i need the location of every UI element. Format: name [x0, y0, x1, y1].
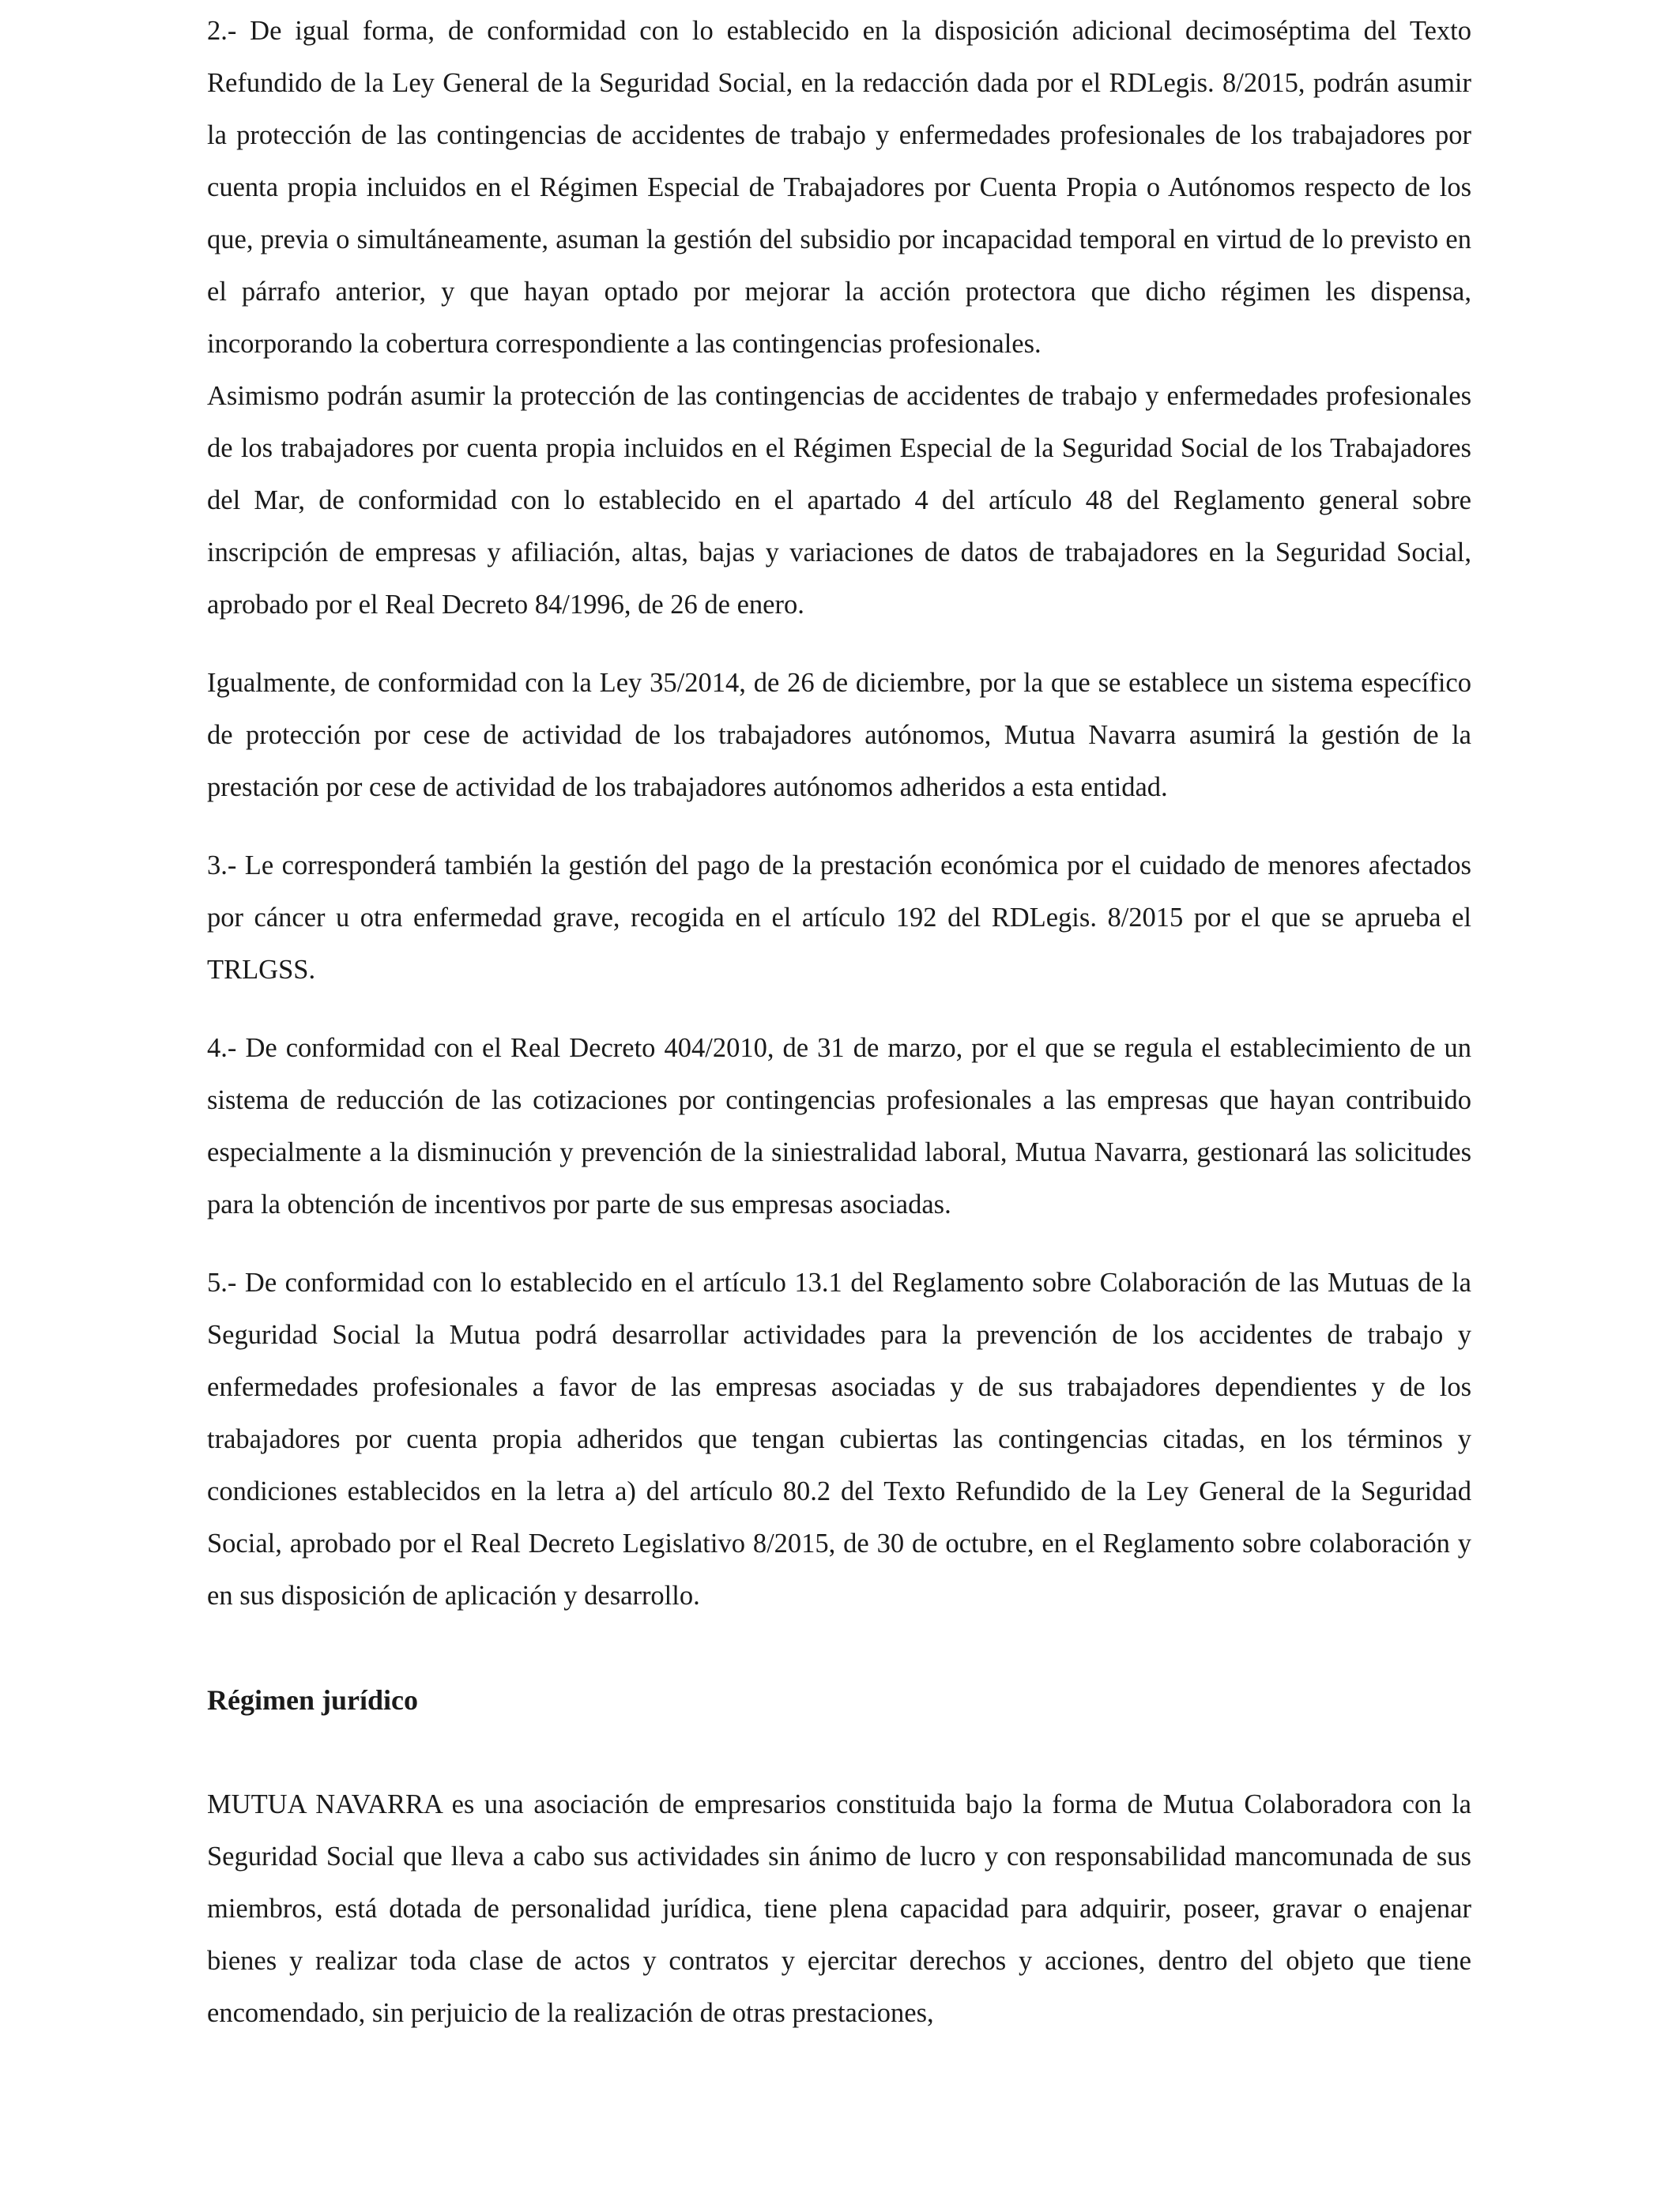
section-heading: Régimen jurídico: [207, 1684, 418, 1716]
paragraph-5: 5.- De conformidad con lo establecido en el artículo 13.1 del Reglamento sobre Colaboración de las Mutuas de la Seguridad Social la Mutua podrá desarrollar actividades para la prevención de los accidentes de trabajo y enfermedades profesionales a favor de las empresas asociadas y de sus trabajadores dependientes y de los trabajadores por cuenta propia adheridos que tengan cubiertas las contingencias citadas, en los términos y condiciones establecidos en la letra a) del artículo 80.2 del Texto Refundido de la Ley General de la Seguridad Social, aprobado por el Real Decreto Legislativo 8/2015, de 30 de octubre, en el Reglamento sobre colaboración y en sus disposición de aplicación y desarrollo.: [207, 1268, 1471, 1611]
paragraph-igualmente: Igualmente, de conformidad con la Ley 35/2014, de 26 de diciembre, por la que se establece un sistema específico de protección por cese de actividad de los trabajadores autónomos, Mutua Navarra asumirá la gestión de la prestación por cese de actividad de los trabajadores autónomos adheridos a esta entidad.: [207, 668, 1471, 802]
paragraph-3: 3.- Le corresponderá también la gestión del pago de la prestación económica por el cuidado de menores afectados por cáncer u otra enfermedad grave, recogida en el artículo 192 del RDLegis. 8/2015 por el que se aprueba el TRLGSS.: [207, 850, 1471, 985]
paragraph-regimen: MUTUA NAVARRA es una asociación de empresarios constituida bajo la forma de Mutua Colaboradora con la Seguridad Social que lleva a cabo sus actividades sin ánimo de lucro y con responsabilidad mancomunada de sus miembros, está dotada de personalidad jurídica, tiene plena capacidad para adquirir, poseer, gravar o enajenar bienes y realizar toda clase de actos y contratos y ejercitar derechos y acciones, dentro del objeto que tiene encomendado, sin perjuicio de la realización de otras prestaciones,: [207, 1789, 1471, 2028]
paragraph-2: 2.- De igual forma, de conformidad con lo establecido en la disposición adicional decimoséptima del Texto Refundido de la Ley General de la Seguridad Social, en la redacción dada por el RDLegis. 8/2015, podrán asumir la protección de las contingencias de accidentes de trabajo y enfermedades profesionales de los trabajadores por cuenta propia incluidos en el Régimen Especial de Trabajadores por Cuenta Propia o Autónomos respecto de los que, previa o simultáneamente, asuman la gestión del subsidio por incapacidad temporal en virtud de lo previsto en el párrafo anterior, y que hayan optado por mejorar la acción protectora que dicho régimen les dispensa, incorporando la cobertura correspondiente a las contingencias profesionales.: [207, 16, 1471, 359]
document-body: [207, 5, 1471, 2039]
paragraph-asimismo: Asimismo podrán asumir la protección de las contingencias de accidentes de trabajo y enfermedades profesionales de los trabajadores por cuenta propia incluidos en el Régimen Especial de la Seguridad Social de los Trabajadores del Mar, de conformidad con lo establecido en el apartado 4 del artículo 48 del Reglamento general sobre inscripción de empresas y afiliación, altas, bajas y variaciones de datos de trabajadores en la Seguridad Social, aprobado por el Real Decreto 84/1996, de 26 de enero.: [207, 381, 1471, 620]
paragraph-4: 4.- De conformidad con el Real Decreto 404/2010, de 31 de marzo, por el que se regula el establecimiento de un sistema de reducción de las cotizaciones por contingencias profesionales a las empresas que hayan contribuido especialmente a la disminución y prevención de la siniestralidad laboral, Mutua Navarra, gestionará las solicitudes para la obtención de incentivos por parte de sus empresas asociadas.: [207, 1033, 1471, 1220]
